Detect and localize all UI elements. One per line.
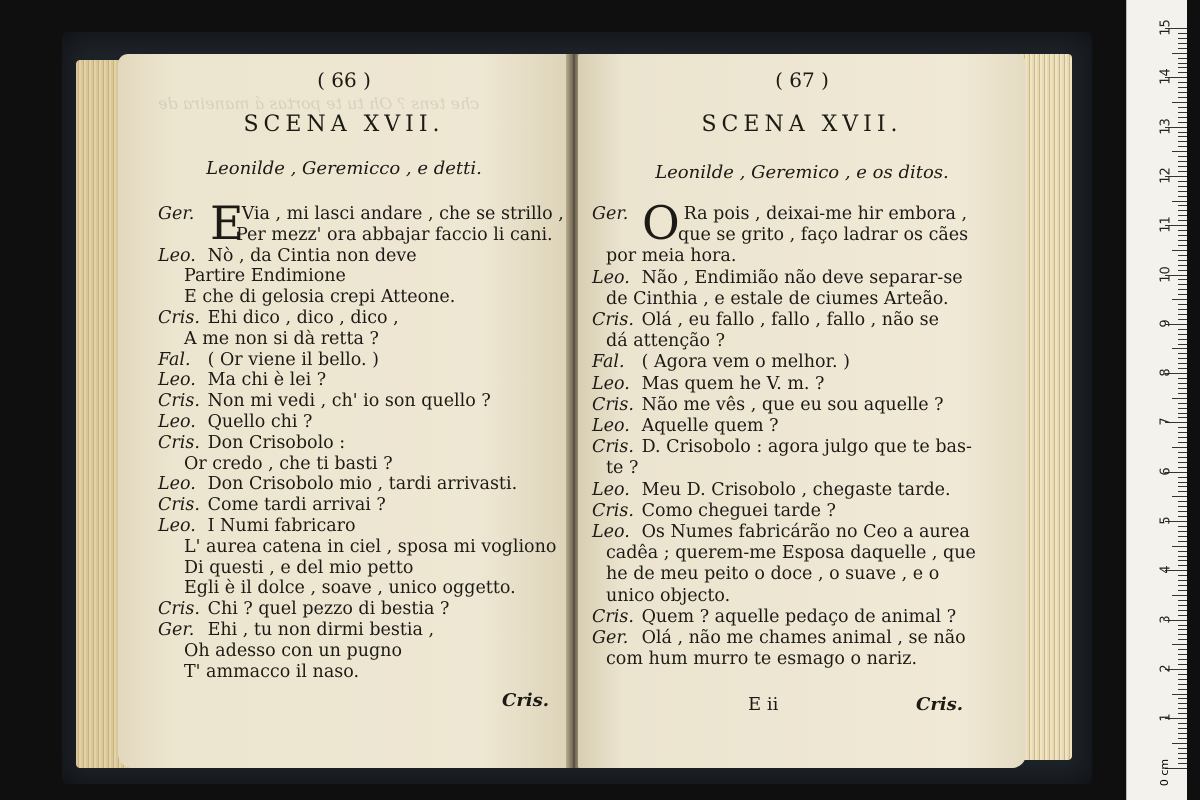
line-text: Oh adesso con un pugno xyxy=(184,640,402,661)
speaker-label: Fal. xyxy=(592,352,625,373)
ruler-tick xyxy=(1178,758,1187,759)
dialogue-line xyxy=(158,391,491,411)
ruler-tick xyxy=(1178,556,1187,557)
ruler-tick xyxy=(1178,728,1187,729)
ruler-tick xyxy=(1178,462,1187,463)
speaker-label: Leo. xyxy=(592,416,630,436)
line-text: Não me vês , que eu sou aquelle ? xyxy=(636,394,944,415)
speaker-label: Cris. xyxy=(158,308,200,328)
ruler-tick xyxy=(1178,457,1187,458)
dialogue-line xyxy=(184,641,402,661)
speaker-label: Cris. xyxy=(592,437,634,458)
ruler-tick xyxy=(1178,723,1187,724)
ruler-tick xyxy=(1178,575,1187,576)
ruler-unit-label: 0 cm xyxy=(1158,758,1172,787)
ruler-tick xyxy=(1172,743,1187,744)
ruler-tick xyxy=(1178,689,1187,690)
ruler-tick xyxy=(1178,654,1187,655)
ruler-tick xyxy=(1178,304,1187,305)
dialogue-line xyxy=(592,628,966,648)
dialogue-line xyxy=(606,649,917,669)
ruler-tick xyxy=(1178,659,1187,660)
ruler-tick xyxy=(1178,166,1187,167)
dialogue-line xyxy=(592,268,963,288)
ruler-tick xyxy=(1178,516,1187,517)
ruler-tick xyxy=(1178,679,1187,680)
scene-title: SCENA XVII. xyxy=(701,112,903,137)
ruler-tick xyxy=(1178,511,1187,512)
line-text: E che di gelosia crepi Atteone. xyxy=(184,287,456,308)
line-text: Quello chi ? xyxy=(202,412,313,432)
line-text: D. Crisobolo : agora julgo que te bas- xyxy=(636,437,972,458)
line-text: Quem ? aquelle pedaço de animal ? xyxy=(636,606,957,627)
ruler-tick xyxy=(1178,171,1187,172)
ruler-tick xyxy=(1178,122,1187,123)
ruler-number: 6 xyxy=(1158,467,1174,476)
ruler-tick xyxy=(1178,156,1187,157)
ruler-tick xyxy=(1178,48,1187,49)
ruler-number: 12 xyxy=(1158,167,1174,184)
dialogue-line xyxy=(592,204,967,224)
speaker-label: Leo. xyxy=(158,412,196,432)
ruler-tick xyxy=(1172,546,1187,547)
dialogue-line xyxy=(184,558,413,578)
line-text: com hum murro te esmago o nariz. xyxy=(606,649,918,670)
ruler-tick xyxy=(1178,452,1187,453)
ruler-tick xyxy=(1172,53,1187,54)
speaker-label: Cris. xyxy=(592,310,634,330)
ruler-tick xyxy=(1178,531,1187,532)
dialogue-line xyxy=(184,454,393,474)
line-text: te ? xyxy=(606,458,639,479)
line-text: dá attenção ? xyxy=(606,331,726,352)
ruler-tick xyxy=(1178,319,1187,320)
ruler-tick xyxy=(1178,393,1187,394)
ruler-tick xyxy=(1178,625,1187,626)
ruler-tick xyxy=(1178,87,1187,88)
ruler-tick xyxy=(1172,102,1187,103)
ruler-tick xyxy=(1178,33,1187,34)
line-text: I Numi fabricaro xyxy=(202,516,356,536)
dialogue-line xyxy=(592,607,956,627)
ruler-tick xyxy=(1178,92,1187,93)
ruler-tick xyxy=(1178,141,1187,142)
ruler-tick xyxy=(1178,358,1187,359)
dialogue-line xyxy=(606,543,976,563)
dialogue-line xyxy=(592,501,836,521)
speaker-label: Ger. xyxy=(158,620,195,640)
ruler-tick xyxy=(1178,674,1187,675)
line-text: Olá , eu fallo , fallo , fallo , não se xyxy=(636,310,939,330)
speaker-label: Cris. xyxy=(158,495,200,516)
speaker-label: Leo. xyxy=(592,479,630,500)
ruler-number: 7 xyxy=(1158,417,1174,427)
ruler-tick xyxy=(1178,309,1187,310)
dialogue-line xyxy=(606,458,638,478)
line-text: T' ammacco il naso. xyxy=(184,661,360,682)
ruler-number: 1 xyxy=(1158,713,1174,722)
ruler-tick xyxy=(1172,595,1187,596)
speaker-label: Cris. xyxy=(158,391,200,412)
dialogue-line xyxy=(158,370,326,390)
line-text: que se grito , faço ladrar os cães xyxy=(678,225,969,246)
ruler-tick xyxy=(1178,279,1187,280)
dialogue-line xyxy=(592,374,824,394)
ruler-tick xyxy=(1178,97,1187,98)
ruler-tick xyxy=(1178,196,1187,197)
bleed-through-text: che tens ? Oh tu te portas á maneira de xyxy=(158,94,480,113)
ruler-number: 11 xyxy=(1158,216,1174,233)
line-text: Don Crisobolo mio , tardi arrivasti. xyxy=(202,474,518,495)
ruler-tick xyxy=(1178,703,1187,704)
dialogue-line xyxy=(606,289,949,309)
dialogue-line xyxy=(606,246,736,266)
dialogue-line xyxy=(678,225,968,245)
dialogue-line xyxy=(184,266,346,286)
dialogue-line xyxy=(606,564,939,584)
dialogue-line xyxy=(592,310,939,330)
ruler-tick xyxy=(1178,610,1187,611)
dialogue-line xyxy=(158,495,386,515)
ruler-tick xyxy=(1178,536,1187,537)
ruler-tick xyxy=(1178,403,1187,404)
ruler-tick xyxy=(1178,191,1187,192)
ruler-tick xyxy=(1178,763,1187,764)
speaker-label: Leo. xyxy=(158,370,196,391)
ruler-tick xyxy=(1172,201,1187,202)
ruler-tick xyxy=(1178,270,1187,271)
page-number: ( 67 ) xyxy=(775,68,829,92)
ruler-tick xyxy=(1178,363,1187,364)
ruler-tick xyxy=(1178,467,1187,468)
ruler-tick xyxy=(1178,486,1187,487)
page-number: ( 66 ) xyxy=(317,68,371,92)
dialogue-line xyxy=(158,620,434,640)
ruler-number: 9 xyxy=(1158,319,1174,328)
ruler-tick xyxy=(1178,205,1187,206)
ruler-tick xyxy=(1178,748,1187,749)
ruler-tick xyxy=(1178,255,1187,256)
dialogue-line xyxy=(592,416,779,436)
ruler-tick xyxy=(1172,348,1187,349)
ruler-tick xyxy=(1178,294,1187,295)
line-text: Ehi dico , dico , dico , xyxy=(202,308,399,328)
ruler-number: 4 xyxy=(1158,565,1174,574)
ruler-tick xyxy=(1178,506,1187,507)
speaker-label: Ger. xyxy=(158,204,195,224)
ruler-tick xyxy=(1178,698,1187,699)
ruler-tick xyxy=(1178,388,1187,389)
ruler-tick xyxy=(1178,284,1187,285)
speaker-label: Leo. xyxy=(592,522,630,542)
ruler-tick xyxy=(1178,615,1187,616)
ruler-tick xyxy=(1178,600,1187,601)
dialogue-line xyxy=(592,522,970,542)
line-text: Nò , da Cintia non deve xyxy=(202,245,417,266)
dialogue-line xyxy=(158,308,399,328)
line-text: por meia hora. xyxy=(606,246,737,267)
line-text: L' aurea catena in ciel , sposa mi vogliono xyxy=(184,536,557,557)
speaker-label: Cris. xyxy=(158,432,200,453)
line-text: Per mezz' ora abbajar faccio li cani. xyxy=(236,224,553,245)
ruler-tick xyxy=(1178,63,1187,64)
dialogue-line xyxy=(184,329,379,349)
ruler-tick xyxy=(1178,378,1187,379)
line-text: Come tardi arrivai ? xyxy=(202,495,386,516)
line-text: A me non si dà retta ? xyxy=(184,328,379,349)
catchword: Cris. xyxy=(916,694,964,715)
ruler-tick xyxy=(1178,432,1187,433)
dialogue-line xyxy=(158,433,345,453)
dialogue-line xyxy=(592,395,944,415)
ruler-tick xyxy=(1172,496,1187,497)
ruler-tick xyxy=(1178,541,1187,542)
speaker-label: Cris. xyxy=(592,394,634,415)
ruler-tick xyxy=(1178,245,1187,246)
speaker-label: Fal. xyxy=(158,349,191,370)
line-text: Aquelle quem ? xyxy=(636,416,779,436)
ruler-tick xyxy=(1178,649,1187,650)
ruler-tick xyxy=(1178,235,1187,236)
ruler-tick xyxy=(1178,210,1187,211)
ruler-tick xyxy=(1178,413,1187,414)
ruler-tick xyxy=(1178,344,1187,345)
speaker-label: Cris. xyxy=(158,599,200,620)
ruler-number: 8 xyxy=(1158,368,1174,377)
speaker-label: Leo. xyxy=(158,245,196,266)
ruler-tick xyxy=(1178,713,1187,714)
signature-mark: E ii xyxy=(748,694,779,715)
scene-characters: Leonilde , Geremico , e os ditos. xyxy=(655,162,949,183)
ruler-tick xyxy=(1178,442,1187,443)
ruler-tick xyxy=(1178,526,1187,527)
ruler-tick xyxy=(1178,186,1187,187)
line-text: cadêa ; querem-me Esposa daquelle , que xyxy=(606,543,976,564)
ruler-tick xyxy=(1172,694,1187,695)
ruler-number: 2 xyxy=(1158,664,1174,673)
speaker-label: Leo. xyxy=(158,474,196,495)
ruler-tick xyxy=(1178,639,1187,640)
dialogue-line xyxy=(236,225,553,245)
ruler-tick xyxy=(1178,329,1187,330)
ruler-tick xyxy=(1178,146,1187,147)
dialogue-line xyxy=(158,516,356,536)
line-text: he de meu peito o doce , o suave , e o xyxy=(606,564,940,585)
ruler-tick xyxy=(1172,151,1187,152)
speaker-label: Leo. xyxy=(592,373,630,394)
ruler-tick xyxy=(1178,477,1187,478)
ruler-tick xyxy=(1178,605,1187,606)
ruler-number: 13 xyxy=(1158,117,1174,135)
ruler-tick xyxy=(1178,565,1187,566)
ruler-tick xyxy=(1178,220,1187,221)
speaker-label: Leo. xyxy=(158,516,196,536)
line-text: Egli è il dolce , soave , unico oggetto. xyxy=(184,578,516,599)
ruler-tick xyxy=(1178,590,1187,591)
ruler-number: 3 xyxy=(1158,614,1174,624)
ruler-tick xyxy=(1178,181,1187,182)
ruler-tick xyxy=(1178,265,1187,266)
ruler-tick xyxy=(1178,634,1187,635)
ruler-tick xyxy=(1178,43,1187,44)
line-text: Partire Endimione xyxy=(184,266,346,287)
dialogue-line xyxy=(158,350,379,370)
dialogue-line xyxy=(158,412,312,432)
ruler-number: 15 xyxy=(1158,19,1174,36)
line-text: Or credo , che ti basti ? xyxy=(184,453,393,474)
dialogue-line xyxy=(592,352,850,372)
ruler-tick xyxy=(1178,161,1187,162)
line-text: ( Agora vem o melhor. ) xyxy=(636,352,850,373)
ruler-tick xyxy=(1178,112,1187,113)
dialogue-line xyxy=(606,586,730,606)
ruler-tick xyxy=(1178,339,1187,340)
ruler-tick xyxy=(1178,72,1187,73)
ruler-tick xyxy=(1178,58,1187,59)
ruler-tick xyxy=(1172,398,1187,399)
dialogue-line xyxy=(606,331,725,351)
dialogue-line xyxy=(184,578,516,598)
ruler-tick xyxy=(1178,408,1187,409)
line-text: Olá , não me chames animal , se não xyxy=(636,628,966,648)
dialogue-line xyxy=(184,662,359,682)
ruler-tick xyxy=(1178,738,1187,739)
dialogue-line xyxy=(158,204,564,224)
right-page xyxy=(578,54,1026,768)
ruler-tick xyxy=(1178,427,1187,428)
line-text: Os Numes fabricárão no Ceo a aurea xyxy=(636,522,970,542)
line-text: ( Or viene il bello. ) xyxy=(202,349,379,370)
ruler-tick xyxy=(1178,117,1187,118)
ruler-tick xyxy=(1178,353,1187,354)
dialogue-line xyxy=(158,474,517,494)
dialogue-line xyxy=(592,437,972,457)
ruler-tick xyxy=(1178,437,1187,438)
ruler-tick xyxy=(1178,383,1187,384)
ruler-tick xyxy=(1178,501,1187,502)
dialogue-line xyxy=(158,246,417,266)
line-text: Ma chi è lei ? xyxy=(202,370,327,391)
ruler-tick xyxy=(1178,664,1187,665)
ruler-number: 5 xyxy=(1158,516,1174,525)
ruler-number: 10 xyxy=(1158,265,1174,283)
scene-characters: Leonilde , Geremicco , e detti. xyxy=(206,158,482,179)
speaker-label: Ger. xyxy=(592,628,629,648)
line-text: de Cinthia , e estale de ciumes Arteão. xyxy=(606,288,949,309)
ruler-tick xyxy=(1178,368,1187,369)
ruler-tick xyxy=(1178,215,1187,216)
ruler-tick xyxy=(1178,733,1187,734)
catchword: Cris. xyxy=(502,690,550,711)
ruler-tick xyxy=(1178,629,1187,630)
ruler-tick xyxy=(1178,67,1187,68)
line-text: Meu D. Crisobolo , chegaste tarde. xyxy=(636,479,951,500)
ruler-tick xyxy=(1178,132,1187,133)
ruler-tick xyxy=(1172,250,1187,251)
line-text: Don Crisobolo : xyxy=(202,432,346,453)
ruler-tick xyxy=(1178,560,1187,561)
ruler-tick xyxy=(1178,289,1187,290)
line-text: Mas quem he V. m. ? xyxy=(636,373,825,394)
speaker-label: Leo. xyxy=(592,267,630,288)
ruler-tick xyxy=(1178,334,1187,335)
ruler-tick xyxy=(1172,447,1187,448)
ruler-tick xyxy=(1178,580,1187,581)
ruler-tick xyxy=(1178,482,1187,483)
dialogue-line xyxy=(184,537,556,557)
measuring-ruler xyxy=(1126,0,1187,800)
ruler-tick xyxy=(1178,491,1187,492)
ruler-tick xyxy=(1178,585,1187,586)
ruler-tick xyxy=(1178,136,1187,137)
line-text: Di questi , e del mio petto xyxy=(184,557,414,578)
line-text: Non mi vedi , ch' io son quello ? xyxy=(202,391,491,412)
ruler-tick xyxy=(1178,82,1187,83)
ruler-tick xyxy=(1178,107,1187,108)
line-text: Não , Endimião não deve separar-se xyxy=(636,267,963,288)
ruler-number: 14 xyxy=(1158,68,1174,86)
ruler-tick xyxy=(1178,260,1187,261)
line-text: unico objecto. xyxy=(606,585,731,606)
ruler-tick xyxy=(1178,551,1187,552)
line-text: Ra pois , deixai-me hir embora , xyxy=(678,204,968,224)
ruler-tick xyxy=(1172,644,1187,645)
speaker-label: Cris. xyxy=(592,500,634,521)
speaker-label: Ger. xyxy=(592,204,629,224)
ruler-tick xyxy=(1178,684,1187,685)
line-text: Como cheguei tarde ? xyxy=(636,500,836,521)
ruler-tick xyxy=(1178,38,1187,39)
left-page xyxy=(118,54,570,768)
ruler-tick xyxy=(1172,299,1187,300)
drop-cap: E xyxy=(210,196,244,250)
line-text: Via , mi lasci andare , che se strillo , xyxy=(236,204,564,224)
line-text: Ehi , tu non dirmi bestia , xyxy=(202,620,435,640)
line-text: Chi ? quel pezzo di bestia ? xyxy=(202,599,450,620)
ruler-tick xyxy=(1178,417,1187,418)
drop-cap: O xyxy=(642,196,680,250)
ruler-tick xyxy=(1178,314,1187,315)
ruler-tick xyxy=(1178,708,1187,709)
ruler-tick xyxy=(1178,753,1187,754)
dialogue-line xyxy=(184,287,455,307)
dialogue-line xyxy=(158,599,449,619)
scene-title: SCENA XVII. xyxy=(243,112,445,137)
ruler-tick xyxy=(1178,240,1187,241)
dialogue-line xyxy=(592,480,951,500)
ruler-tick xyxy=(1178,230,1187,231)
speaker-label: Cris. xyxy=(592,606,634,627)
